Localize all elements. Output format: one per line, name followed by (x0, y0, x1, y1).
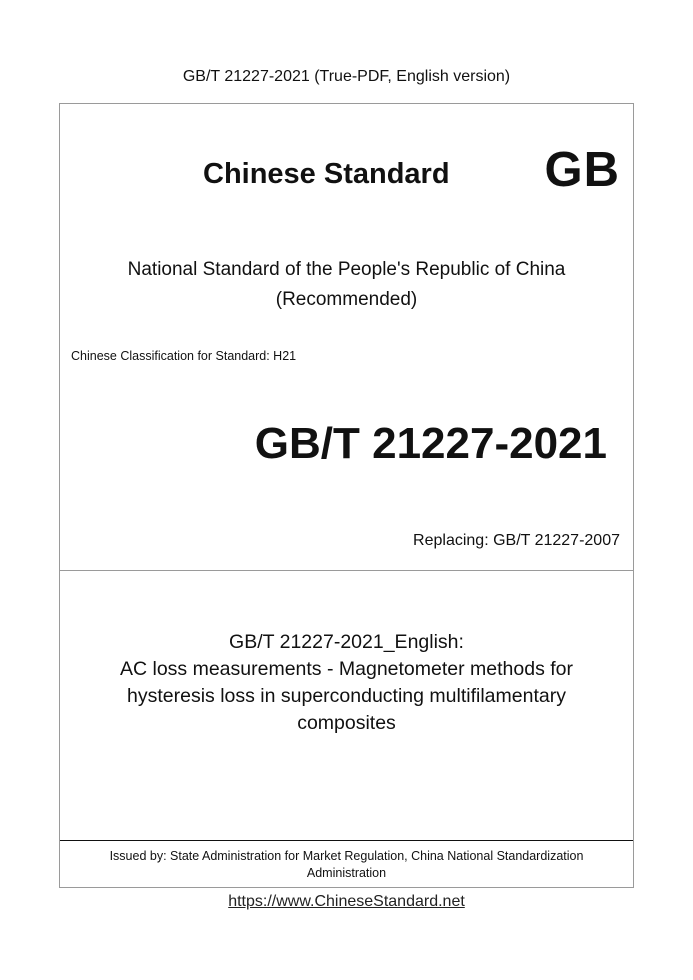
national-standard-text (60, 255, 633, 315)
document-title-line-1: GB/T 21227-2021_English: (229, 631, 464, 653)
national-line-2: (Recommended) (275, 289, 418, 310)
page-header: GB/T 21227-2021 (True-PDF, English version) (182, 68, 511, 85)
replacing-text: Replacing: GB/T 21227-2007 (413, 532, 620, 549)
footer-link[interactable]: https://www.ChineseStandard.net (228, 893, 465, 910)
national-line-1: National Standard of the People's Republic of China (127, 259, 566, 280)
cover-title-section (60, 571, 633, 841)
issued-by-text (60, 848, 633, 882)
gb-mark: GB (544, 143, 620, 197)
standard-code: GB/T 21227-2021 (254, 419, 607, 468)
cover-top-section (60, 104, 633, 571)
issued-by-section (60, 840, 633, 889)
issued-line-2: Administration (306, 866, 387, 880)
document-title-line-2: AC loss measurements - Magnetometer methods for (119, 658, 573, 680)
standard-title: Chinese Standard (203, 158, 450, 190)
classification-text: Chinese Classification for Standard: H21 (71, 349, 297, 363)
document-title-line-3: hysteresis loss in superconducting multifilamentary (127, 685, 566, 707)
document-title-line-4: composites (297, 712, 396, 734)
issued-line-1: Issued by: State Administration for Market Regulation, China National Standardization (109, 849, 584, 863)
cover-frame (59, 103, 634, 888)
document-title (60, 629, 633, 737)
